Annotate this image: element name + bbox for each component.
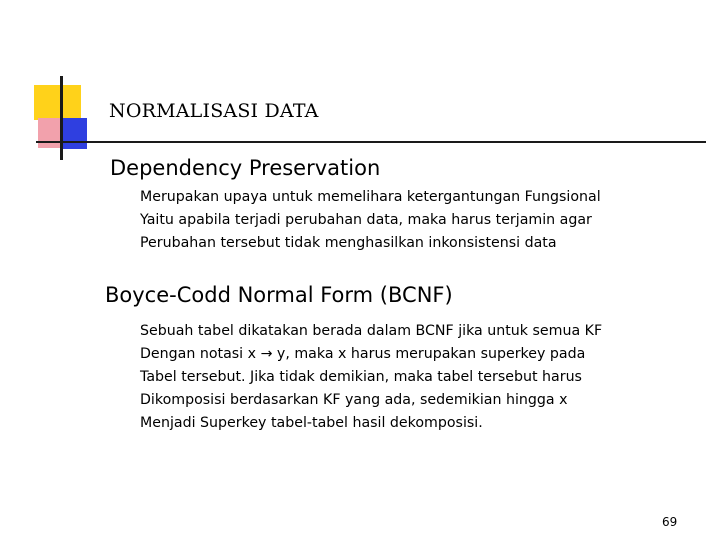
section-heading-dependency-preservation: Dependency Preservation — [110, 156, 381, 180]
body-line: Yaitu apabila terjadi perubahan data, maka harus terjamin agar — [140, 212, 592, 228]
decoration-blue-block — [63, 118, 87, 149]
page-number: 69 — [662, 515, 678, 529]
decoration-vertical-line — [60, 76, 63, 160]
body-line: Dikomposisi berdasarkan KF yang ada, sedemikian hingga x — [140, 392, 568, 408]
body-line: Sebuah tabel dikatakan berada dalam BCNF jika untuk semua KF — [140, 323, 603, 339]
section-heading-bcnf: Boyce-Codd Normal Form (BCNF) — [105, 283, 453, 307]
slide-title: NORMALISASI DATA — [109, 100, 319, 122]
body-line: Merupakan upaya untuk memelihara ketergantungan Fungsional — [140, 189, 601, 205]
body-line: Perubahan tersebut tidak menghasilkan inkonsistensi data — [140, 235, 557, 251]
decoration-horizontal-line — [36, 141, 706, 143]
section-body-dependency-preservation — [140, 186, 601, 255]
decoration-yellow-block — [34, 85, 81, 120]
body-line: Tabel tersebut. Jika tidak demikian, maka tabel tersebut harus — [140, 369, 582, 385]
body-line: Dengan notasi x → y, maka x harus merupakan superkey pada — [140, 346, 586, 362]
body-line: Menjadi Superkey tabel-tabel hasil dekomposisi. — [140, 415, 483, 431]
section-body-bcnf — [140, 320, 602, 435]
